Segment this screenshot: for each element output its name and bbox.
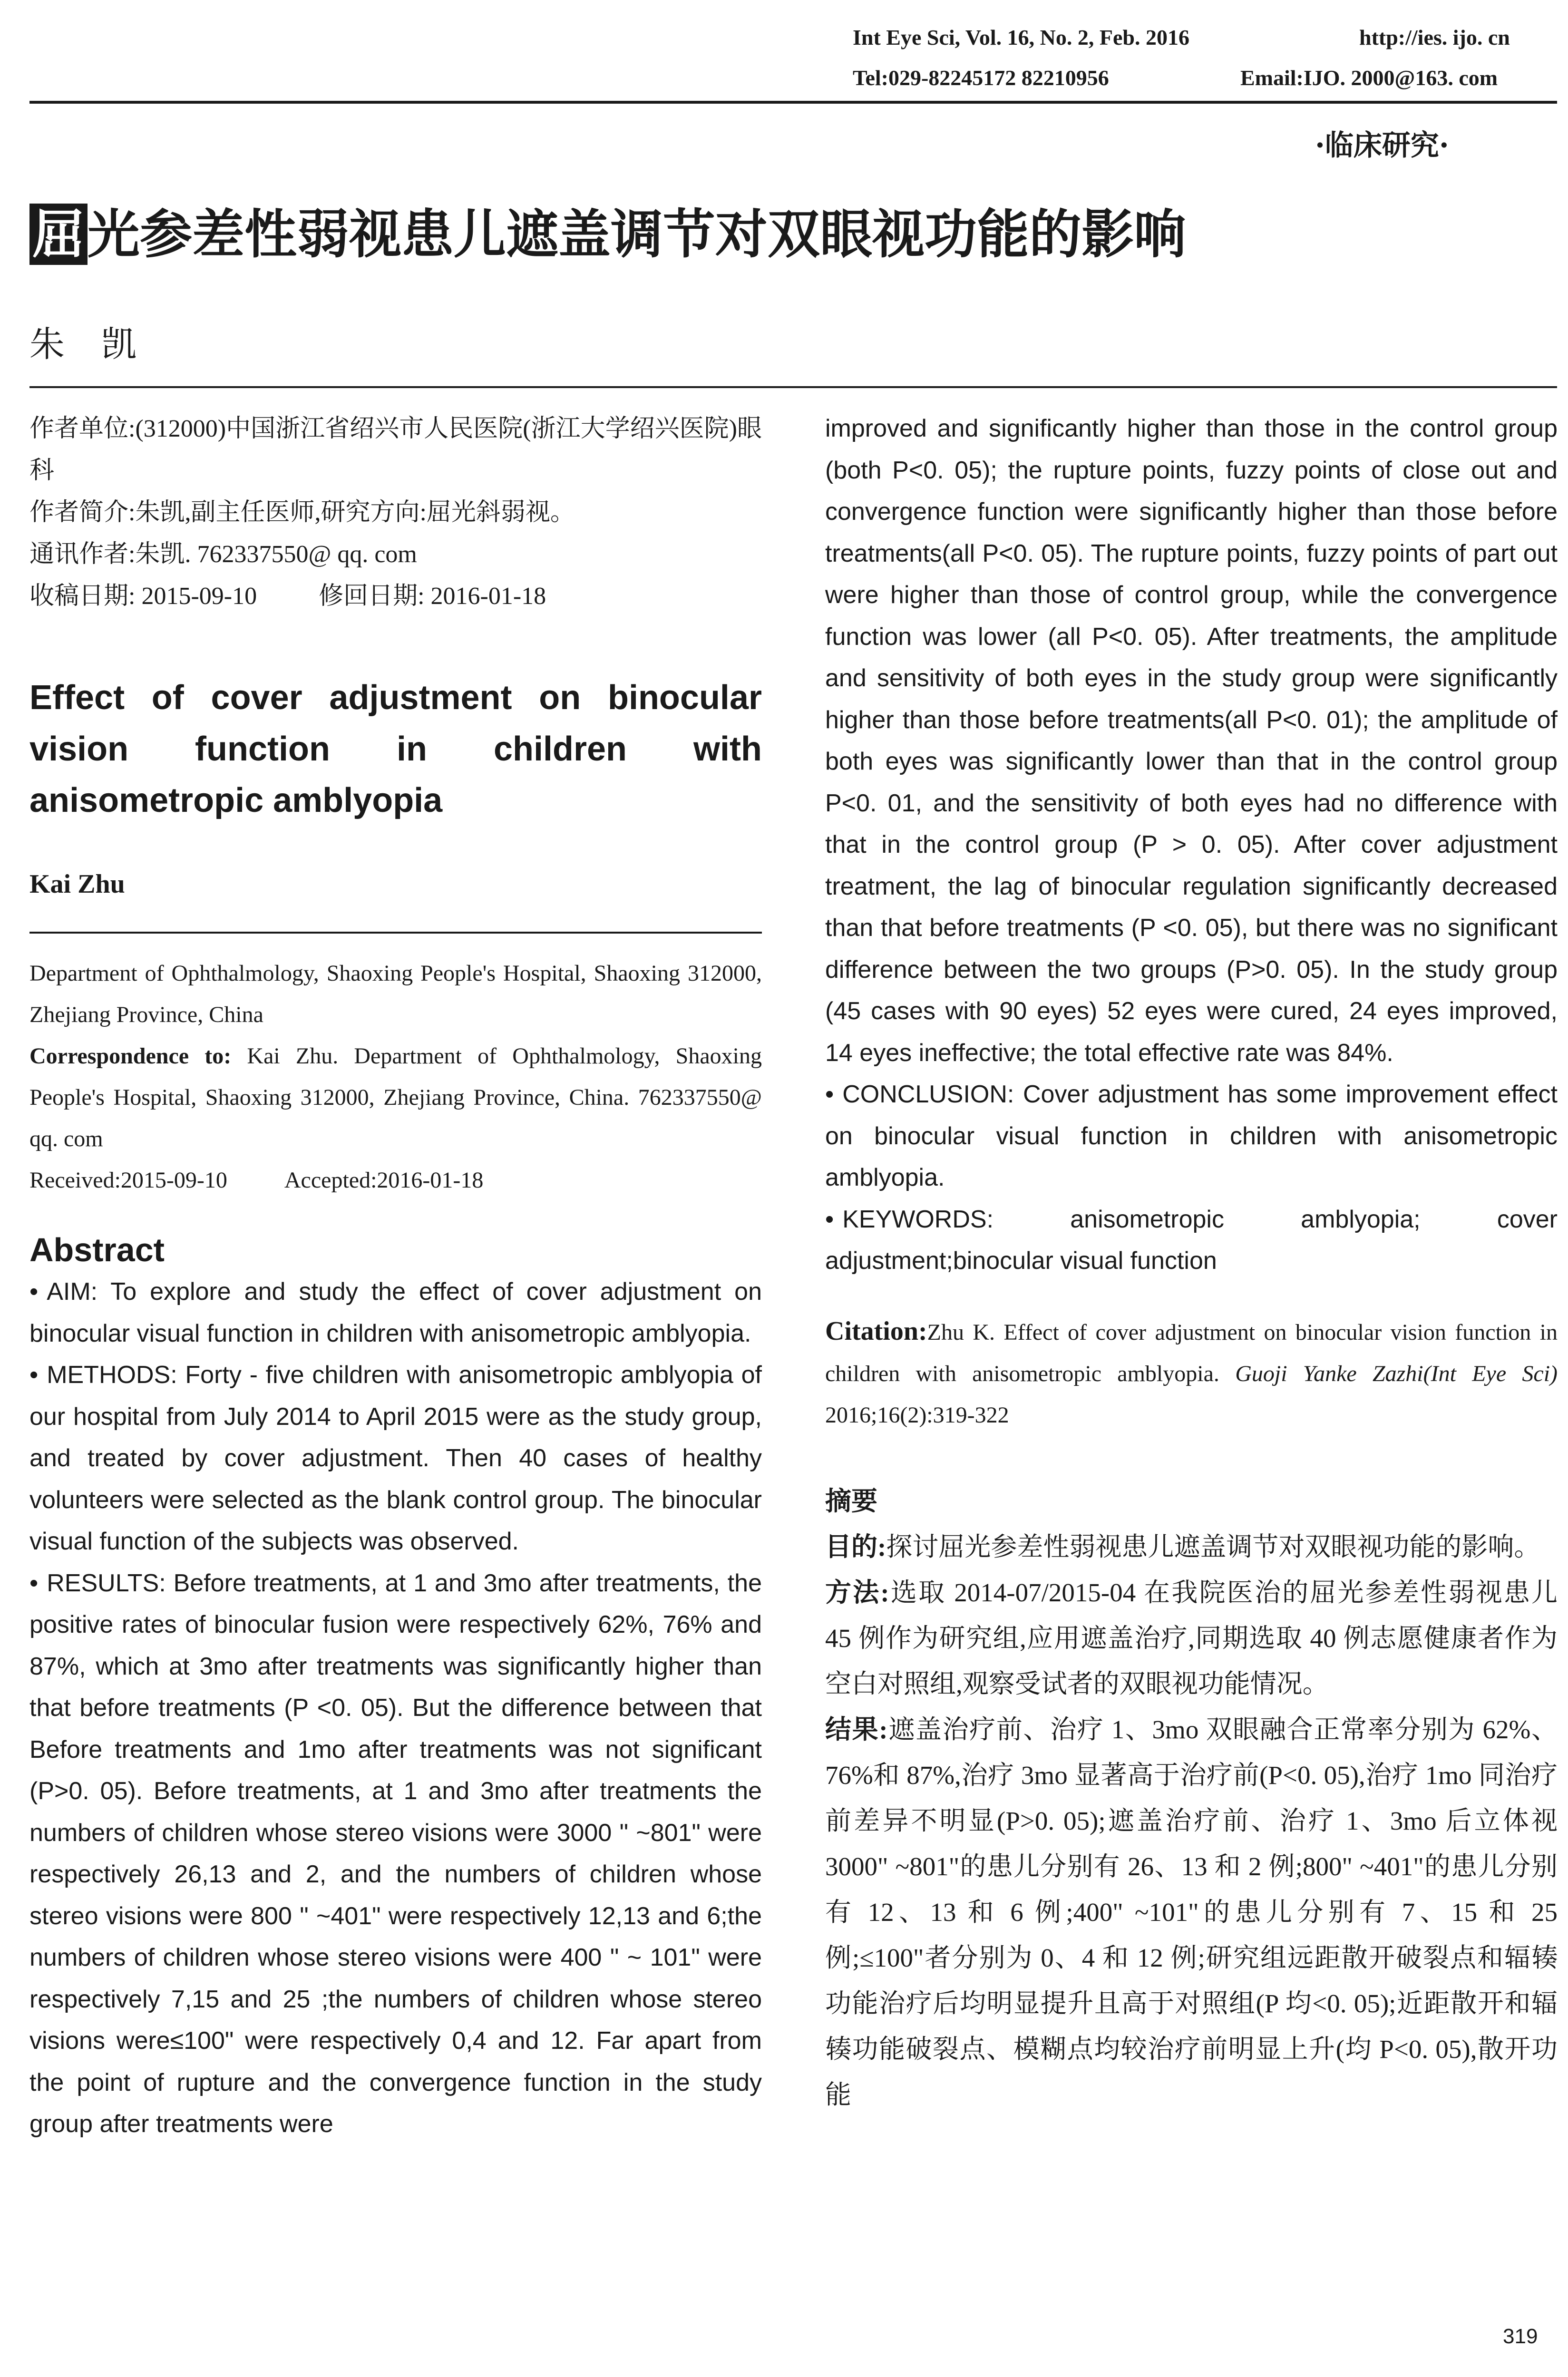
right-column [825,408,1558,2118]
affiliation-rule [29,932,762,934]
citation-label: Citation: [825,1316,927,1346]
author-en: Kai Zhu [29,869,125,899]
results-text-right: improved and significantly higher than those in the control group (both P<0. 05); the rupture points, fuzzy points of close out and convergence function were significantly higher than those before treatments(all P<0. 05). The rupture points, fuzzy points of part out were higher than those of control group, while the convergence function was lower (all P<0. 05). After treatments, the amplitude and sensitivity of both eyes in the study group were significantly higher than those before treatments(all P<0. 01); the amplitude of both eyes was significantly lower than that in the control group P<0. 01, and the sensitivity of both eyes had no difference with that in the control group (P > 0. 05). After cover adjustment treatment, the lag of binocular regulation significantly decreased than that before treatments (P <0. 05), but there was no significant difference between the two groups (P>0. 05). In the study group (45 cases with 90 eyes) 52 eyes were cured, 24 eyes improved, 14 eyes ineffective; the total effective rate was 84%. [825,415,1558,1067]
aim-cn-text: 探讨屈光参差性弱视患儿遮盖调节对双眼视功能的影响。 [886,1532,1540,1561]
journal-telephone: Tel:029-82245172 82210956 [853,66,1109,90]
abstract-aim: • AIM: To explore and study the effect of cover adjustment on binocular visual function in children with anisometropic amblyopia. [29,1278,762,1347]
correspondence-en [29,1035,762,1159]
section-tag: ·临床研究· [1315,129,1449,162]
journal-email[interactable]: Email:IJO. 2000@163. com [1240,66,1498,90]
title-rule [29,386,1557,388]
affiliation-block-en [29,953,762,1201]
results-cn-text: 遮盖治疗前、治疗 1、3mo 双眼融合正常率分别为 62%、76%和 87%,治疗 3mo 显著高于治疗前(P<0. 05),治疗 1mo 同治疗前差异不明显(P>0. 05);遮盖治疗前、治疗 1、3mo 后立体视 3000" ~801"的患儿分别有 26、13 和 2 例;800" ~401"的患儿分别有 12、13 和 6 例;400" ~101"的患儿分别有 7、15 和 25 例;≤100"者分别为 0、4 和 12 例;研究组远距散开破裂点和辐辏功能治疗后均明显提升且高于对照组(P 均<0. 05);近距散开和辐辏功能破裂点、模糊点均较治疗前明显上升(均 P<0. 05),散开功能 [825,1715,1558,2109]
methods-cn-text: 选取 2014-07/2015-04 在我院医治的屈光参差性弱视患儿 45 例作为研究组,应用遮盖治疗,同期选取 40 例志愿健康者作为空白对照组,观察受试者的双眼视功能情况。 [825,1578,1558,1698]
author-cn: 朱 凯 [29,324,142,365]
journal-citation-line: Int Eye Sci, Vol. 16, No. 2, Feb. 2016 [853,25,1189,49]
title-cn [29,199,1186,270]
header-rule [29,101,1557,104]
abstract-right [825,408,1558,1282]
abstract-keywords: • KEYWORDS: anisometropic amblyopia; cover adjustment;binocular visual function [825,1205,1558,1275]
abstract-left [29,1271,762,2145]
dates-cn [29,575,762,617]
title-cn-text: 光参差性弱视患儿遮盖调节对双眼视功能的影响 [88,204,1186,265]
keywords-text: anisometropic amblyopia; cover adjustment;binocular visual function [825,1205,1558,1275]
citation-text: Zhu K. Effect of cover adjustment on binocular vision function in children with anisometropic amblyopia. [825,1319,1558,1386]
methods-label: METHODS: [47,1361,177,1389]
abstract-cn-heading: 摘要 [825,1486,878,1516]
abstract-conclusion: • CONCLUSION: Cover adjustment has some improvement effect on binocular visual function in children with anisometropic amblyopia. [825,1081,1558,1191]
conclusion-text: Cover adjustment has some improvement effect on binocular visual function in children with anisometropic amblyopia. [825,1081,1558,1191]
dates-en [29,1159,762,1201]
results-cn-label: 结果: [825,1715,888,1744]
received-date-cn: 收稿日期: 2015-09-10 [29,583,257,610]
methods-cn-label: 方法: [825,1578,889,1607]
affiliation-cn: 作者单位:(312000)中国浙江省绍兴市人民医院(浙江大学绍兴医院)眼科 [29,415,762,484]
abstract-results: • RESULTS: Before treatments, at 1 and 3mo after treatments, the positive rates of binocular fusion were respectively 62%, 76% and 87%, which at 3mo after treatments was significantly higher than that before treatments (P <0. 05). But the difference between that Before treatments and 1mo after treatments was not significant (P>0. 05). Before treatments, at 1 and 3mo after treatments the numbers of children whose stereo visions were 3000 " ~801" were respectively 26,13 and 2, and the numbers of children whose stereo visions were 800 " ~401" were respectively 12,13 and 6;the numbers of children whose stereo visions were 400 " ~ 101" were respectively 7,15 and 25 ;the numbers of children whose stereo visions were≤100" were respectively 0,4 and 12. Far apart from the point of rupture and the convergence function in the study group after treatments were [29,1569,762,2138]
correspondence-text: Kai Zhu. Department of Ophthalmology, Shaoxing People's Hospital, Shaoxing 312000, Zhejiang Province, China. 762337550@ qq. com [29,1043,762,1151]
conclusion-label: CONCLUSION: [842,1081,1014,1108]
title-boxed-char: 屈 [29,204,88,265]
revised-date-cn: 修回日期: 2016-01-18 [319,583,546,610]
citation-issue: 2016;16(2):319-322 [825,1402,1009,1428]
results-label: RESULTS: [47,1569,166,1597]
corresponding-author-cn: 通讯作者:朱凯. 762337550@ qq. com [29,541,417,568]
journal-url[interactable]: http://ies. ijo. cn [1359,25,1510,49]
correspondence-label: Correspondence to: [29,1043,232,1069]
results-text-left: Before treatments, at 1 and 3mo after treatments, the positive rates of binocular fusion were respectively 62%, 76% and 87%, which at 3mo after treatments was significantly higher than that before treatments (P <0. 05). But the difference between that Before treatments and 1mo after treatments was not significant (P>0. 05). Before treatments, at 1 and 3mo after treatments the numbers of children whose stereo visions were 3000 " ~801" were respectively 26,13 and 2, and the numbers of children whose stereo visions were 800 " ~401" were respectively 12,13 and 6;the numbers of children whose stereo visions were 400 " ~ 101" were respectively 7,15 and 25 ;the numbers of children whose stereo visions were≤100" were respectively 0,4 and 12. Far apart from the point of rupture and the convergence function in the study group after treatments were [29,1569,762,2138]
citation [825,1311,1558,1436]
methods-text: Forty - five children with anisometropic amblyopia of our hospital from July 2014 to April 2015 were as the study group, and treated by cover adjustment. Then 40 cases of healthy volunteers were selected as the blank control group. The binocular visual function of the subjects was observed. [29,1361,762,1555]
author-bio-cn: 作者简介:朱凯,副主任医师,研究方向:屈光斜弱视。 [29,499,575,526]
affiliation-en: Department of Ophthalmology, Shaoxing People's Hospital, Shaoxing 312000, Zhejiang Province, China [29,961,762,1027]
abstract-methods: • METHODS: Forty - five children with anisometropic amblyopia of our hospital from July 2014 to April 2015 were as the study group, and treated by cover adjustment. Then 40 cases of healthy volunteers were selected as the blank control group. The binocular visual function of the subjects was observed. [29,1361,762,1555]
citation-journal: Guoji Yanke Zazhi(Int Eye Sci) [1235,1361,1558,1386]
aim-label: AIM: [47,1278,98,1305]
abstract-heading: Abstract [29,1231,165,1268]
abstract-cn-aim [825,1524,1558,1570]
left-column [29,408,762,2145]
author-info-cn [29,408,762,617]
accepted-date-en: Accepted:2016-01-18 [284,1168,484,1193]
aim-cn-label: 目的: [825,1532,886,1561]
abstract-cn-results [825,1707,1558,2118]
received-date-en: Received:2015-09-10 [29,1168,227,1193]
abstract-cn-methods [825,1570,1558,1707]
keywords-label: KEYWORDS: [842,1205,994,1233]
abstract-cn [825,1479,1558,2118]
title-en: Effect of cover adjustment on binocular vision function in children with anisometropic amblyopia [29,679,762,819]
page-number: 319 [1503,2325,1538,2348]
aim-text: To explore and study the effect of cover adjustment on binocular visual function in children with anisometropic amblyopia. [29,1278,762,1347]
